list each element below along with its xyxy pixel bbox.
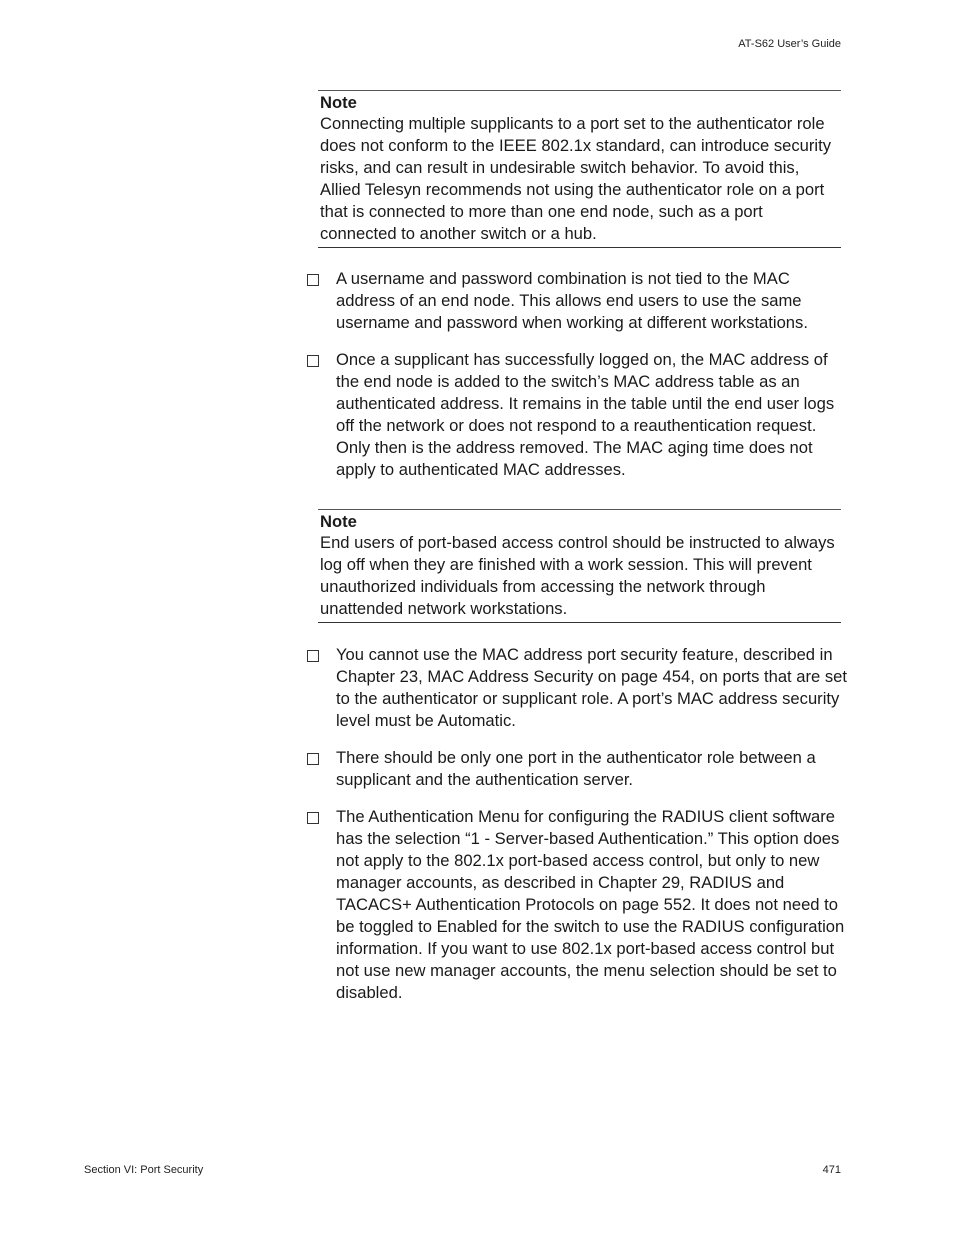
list-item (307, 747, 847, 791)
list-item (307, 268, 847, 334)
page-number: 471 (822, 1164, 841, 1176)
list-item-text: You cannot use the MAC address port security feature, described in Chapter 23, MAC Address Security on page 454, on ports that are set to the authenticator or supplicant role. A port’s MAC address security level must be Automatic. (336, 645, 848, 730)
checkbox-bullet-icon (307, 812, 319, 824)
note-title: Note (320, 512, 357, 531)
running-header: AT-S62 User’s Guide (738, 38, 841, 50)
note-text: End users of port-based access control should be instructed to always log off when they are finished with a work session. This will prevent unauthorized individuals from accessing the network through unattended network workstations. (320, 533, 835, 618)
note-box (318, 90, 841, 248)
list-item (307, 806, 847, 1004)
checkbox-bullet-icon (307, 355, 319, 367)
list-item-text: A username and password combination is not tied to the MAC address of an end node. This allows end users to use the same username and password when working at different workstations. (336, 269, 808, 332)
list-item-text: The Authentication Menu for configuring the RADIUS client software has the selection “1 - Server-based Authentication.” This option does not apply to the 802.1x port-based access control, but only to new manager accounts, as described in Chapter 29, RADIUS and TACACS+ Authentication Protocols on page 552. It does not need to be toggled to Enabled for the switch to use the RADIUS configuration information. If you want to use 802.1x port-based access control but not use new manager accounts, the menu selection should be set to disabled. (336, 807, 845, 1002)
footer-section: Section VI: Port Security (84, 1164, 204, 1176)
note-title: Note (320, 93, 357, 112)
list-item (307, 644, 847, 732)
checkbox-bullet-icon (307, 650, 319, 662)
list-item (307, 349, 847, 481)
checkbox-bullet-icon (307, 274, 319, 286)
list-item-text: Once a supplicant has successfully logged on, the MAC address of the end node is added to the switch’s MAC address table as an authenticated address. It remains in the table until the end user logs off the network or does not respond to a reauthentication request. Only then is the address removed. The MAC aging time does not apply to authenticated MAC addresses. (336, 350, 835, 479)
checkbox-bullet-icon (307, 753, 319, 765)
list-item-text: There should be only one port in the authenticator role between a supplicant and the authentication server. (336, 748, 816, 789)
note-box (318, 509, 841, 623)
note-text: Connecting multiple supplicants to a port set to the authenticator role does not conform to the IEEE 802.1x standard, can introduce security risks, and can result in undesirable switch behavior. To avoid this, Allied Telesyn recommends not using the authenticator role on a port that is connected to more than one end node, such as a port connected to another switch or a hub. (320, 114, 832, 243)
